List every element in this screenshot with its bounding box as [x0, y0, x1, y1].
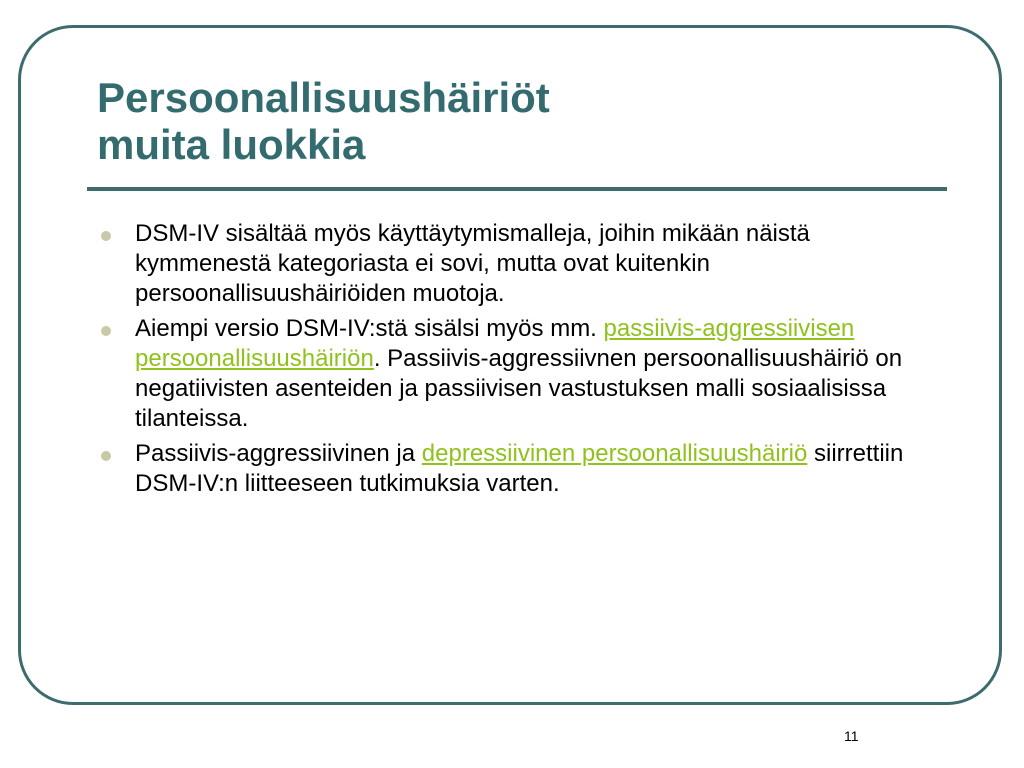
bullet-item-2: [97, 314, 947, 434]
bullet-item-3: [97, 439, 947, 499]
title-line-1: Persoonallisuushäiriöt: [97, 74, 550, 121]
bullet-list: [97, 219, 947, 504]
bullet-2-text-before: Aiempi versio DSM-IV:stä sisälsi myös mm.: [135, 315, 604, 342]
link-depressive-disorder[interactable]: depressiivinen persoonallisuushäiriö: [421, 440, 808, 467]
title-divider: [87, 187, 947, 191]
bullet-3-text-after: siirrettiin DSM-IV:n liitteeseen tutkimuksia varten.: [135, 440, 904, 497]
bullet-3-text-before: Passiivis-aggressiivinen ja: [135, 440, 422, 467]
bullet-dot-icon: [101, 451, 111, 461]
bullet-item-1: [97, 219, 947, 309]
bullet-1-text: DSM-IV sisältää myös käyttäytymismalleja, joihin mikään näistä kymmenestä kategoriasta ei sovi, mutta ovat kuitenkin persoonallisuushäiriöiden muotoja.: [135, 220, 810, 307]
page-number: 11: [844, 728, 859, 744]
bullet-dot-icon: [101, 231, 111, 241]
title-line-2: muita luokkia: [97, 121, 366, 168]
link-passive-aggressive-disorder[interactable]: passiivis-aggressiivisen persoonallisuushäiriön: [135, 315, 855, 372]
slide-title: [97, 74, 550, 168]
bullet-dot-icon: [101, 326, 111, 336]
bullet-2-text-after: . Passiivis-aggressiivnen persoonallisuushäiriö on negatiivisten asenteiden ja passiivisen vastustuksen malli sosiaalisissa tilanteissa.: [135, 345, 903, 432]
